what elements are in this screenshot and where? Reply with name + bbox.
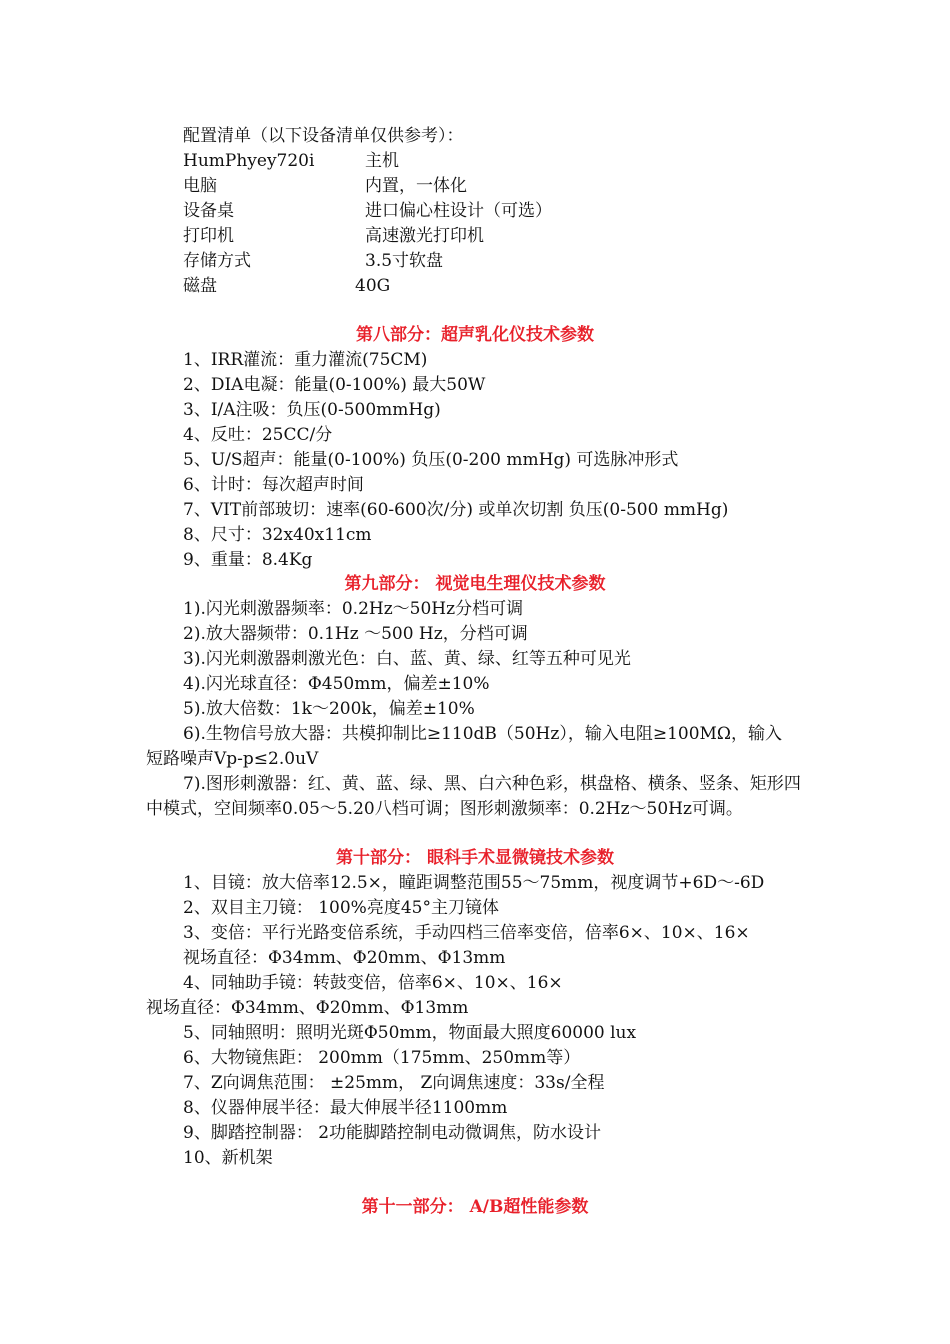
section10-item: 3、变倍：平行光路变倍系统，手动四档三倍率变倍，倍率6×、10×、16× <box>183 923 750 943</box>
config-item: 打印机 <box>183 226 234 246</box>
section10-item: 9、脚踏控制器： 2功能脚踏控制电动微调焦，防水设计 <box>183 1123 602 1143</box>
section10-item-cont: 视场直径：Φ34mm、Φ20mm、Φ13mm <box>146 998 469 1018</box>
config-item: 电脑 <box>183 176 217 196</box>
config-desc: 40G <box>355 276 391 296</box>
section10-item: 2、双目主刀镜： 100%亮度45°主刀镜体 <box>183 898 499 918</box>
config-item: HumPhyey720i <box>183 151 315 171</box>
config-desc: 进口偏心柱设计（可选） <box>365 201 552 221</box>
section8-item: 1、IRR灌流：重力灌流(75CM) <box>183 350 428 370</box>
section9-item: 4).闪光球直径：Φ450mm，偏差±10% <box>183 674 490 694</box>
section9-item: 2).放大器频带：0.1Hz ～500 Hz，分档可调 <box>183 624 528 644</box>
section10-item: 1、目镜：放大倍率12.5×，瞳距调整范围55～75mm，视度调节+6D～-6D <box>183 873 765 893</box>
section10-item: 8、仪器伸展半径：最大伸展半径1100mm <box>183 1098 508 1118</box>
section8-item: 8、尺寸：32x40x11cm <box>183 525 372 545</box>
section8-heading: 第八部分：超声乳化仪技术参数 <box>356 325 594 345</box>
config-desc: 3.5寸软盘 <box>365 251 444 271</box>
section10-item: 4、同轴助手镜：转鼓变倍，倍率6×、10×、16× <box>183 973 563 993</box>
section9-item-cont: 中模式，空间频率0.05～5.20八档可调；图形刺激频率：0.2Hz～50Hz可调。 <box>146 799 743 819</box>
config-desc: 高速激光打印机 <box>365 226 484 246</box>
section8-item: 7、VIT前部玻切：速率(60-600次/分) 或单次切割 负压(0-500 mmHg) <box>183 500 729 520</box>
section10-item: 6、大物镜焦距： 200mm（175mm、250mm等） <box>183 1048 581 1068</box>
section10-heading: 第十部分： 眼科手术显微镜技术参数 <box>336 848 614 868</box>
section8-item: 5、U/S超声：能量(0-100%) 负压(0-200 mmHg) 可选脉冲形式 <box>183 450 679 470</box>
config-title: 配置清单（以下设备清单仅供参考）： <box>183 126 464 146</box>
section10-item: 7、Z向调焦范围： ±25mm， Z向调焦速度：33s/全程 <box>183 1073 605 1093</box>
config-item: 存储方式 <box>183 251 251 271</box>
section8-item: 2、DIA电凝：能量(0-100%) 最大50W <box>183 375 486 395</box>
section9-item: 1).闪光刺激器频率：0.2Hz～50Hz分档可调 <box>183 599 524 619</box>
section10-item-cont: 视场直径：Φ34mm、Φ20mm、Φ13mm <box>183 948 506 968</box>
section9-heading: 第九部分： 视觉电生理仪技术参数 <box>344 574 606 594</box>
section8-item: 6、计时：每次超声时间 <box>183 475 364 495</box>
section9-item: 6).生物信号放大器：共模抑制比≥110dB（50Hz），输入电阻≥100MΩ，输入 <box>183 724 783 744</box>
section8-item: 3、I/A注吸：负压(0-500mmHg) <box>183 400 441 420</box>
config-item: 设备桌 <box>183 201 234 221</box>
section10-item: 10、新机架 <box>183 1148 273 1168</box>
section10-item: 5、同轴照明：照明光斑Φ50mm，物面最大照度60000 lux <box>183 1023 637 1043</box>
section8-item: 9、重量：8.4Kg <box>183 550 313 570</box>
section9-item-cont: 短路噪声Vp-p≤2.0uV <box>146 749 319 769</box>
config-item: 磁盘 <box>183 276 217 296</box>
config-desc: 内置，一体化 <box>365 176 467 196</box>
section9-item: 3).闪光刺激器刺激光色：白、蓝、黄、绿、红等五种可见光 <box>183 649 631 669</box>
section11-heading: 第十一部分： A/B超性能参数 <box>361 1197 589 1217</box>
section9-item: 5).放大倍数：1k～200k，偏差±10% <box>183 699 475 719</box>
section9-item: 7).图形刺激器：红、黄、蓝、绿、黑、白六种色彩，棋盘格、横条、竖条、矩形四 <box>183 774 801 794</box>
config-desc: 主机 <box>365 151 399 171</box>
section8-item: 4、反吐：25CC/分 <box>183 425 333 445</box>
